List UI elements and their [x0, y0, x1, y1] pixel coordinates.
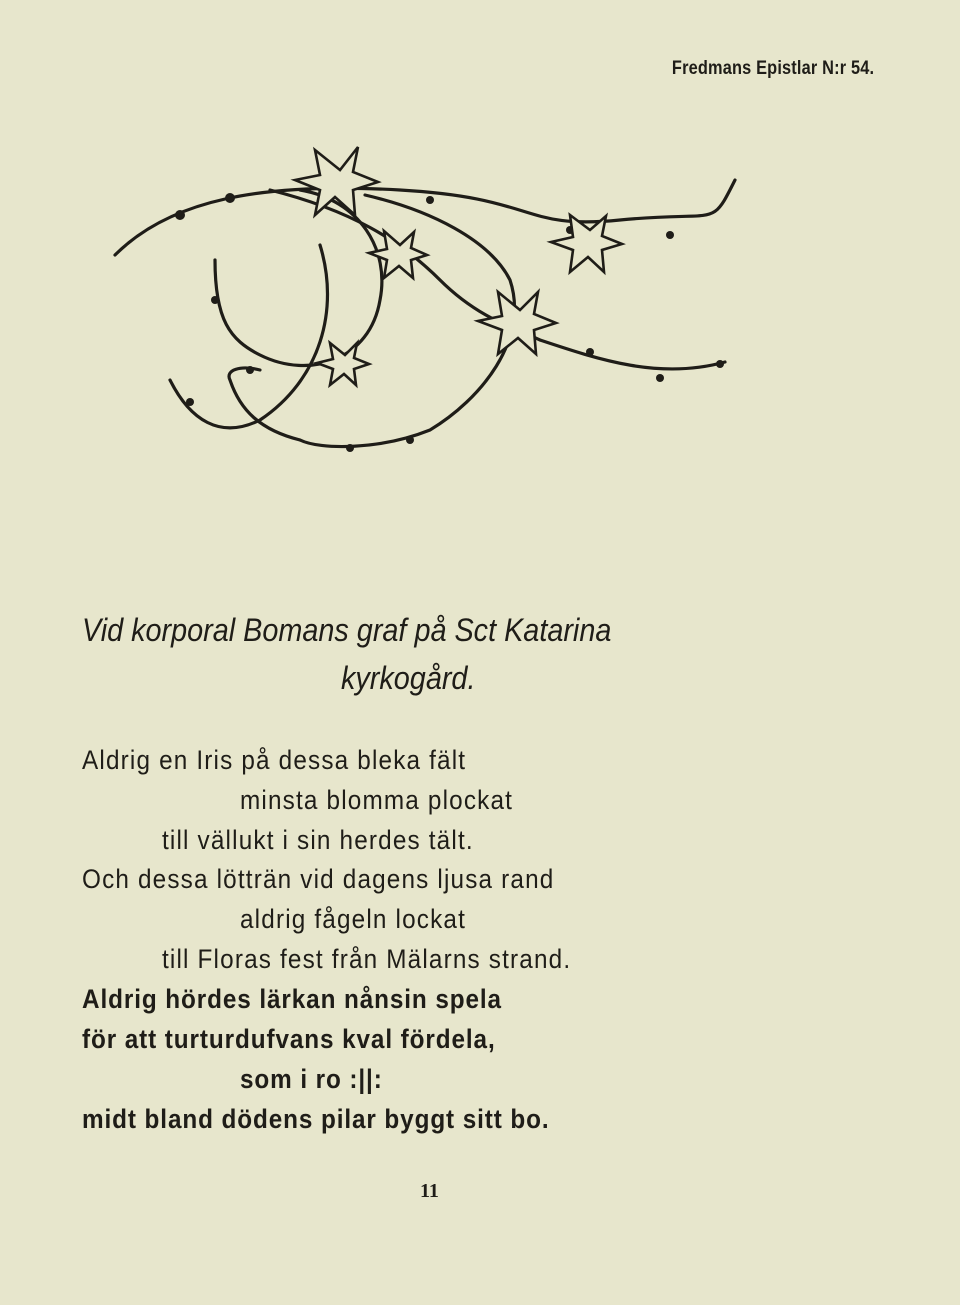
verse-line-10: midt bland dödens pilar byggt sitt bo. [82, 1104, 550, 1134]
verse-line-5: aldrig fågeln lockat [240, 904, 467, 934]
verse-line-6: till Floras fest från Mälarns strand. [162, 944, 572, 974]
page-number: 11 [420, 1180, 439, 1202]
poem-title-line-2: kyrkogård. [341, 660, 476, 696]
verse-line-2: minsta blomma plockat [240, 785, 514, 815]
verse-line-9: som i ro :||: [240, 1064, 383, 1094]
poem-title-line-1: Vid korporal Bomans graf på Sct Katarina [82, 612, 612, 648]
verse-line-3: till vällukt i sin herdes tält. [162, 825, 474, 855]
running-head: Fredmans Epistlar N:r 54. [671, 58, 874, 79]
verse-line-8: för att turturdufvans kval fördela, [82, 1024, 496, 1054]
verse-line-4: Och dessa lötträn vid dagens ljusa rand [82, 864, 555, 894]
floral-vine-ornament [100, 140, 760, 470]
verse-line-7: Aldrig hördes lärkan nånsin spela [82, 984, 502, 1014]
verse-line-1: Aldrig en Iris på dessa bleka fält [82, 745, 467, 775]
